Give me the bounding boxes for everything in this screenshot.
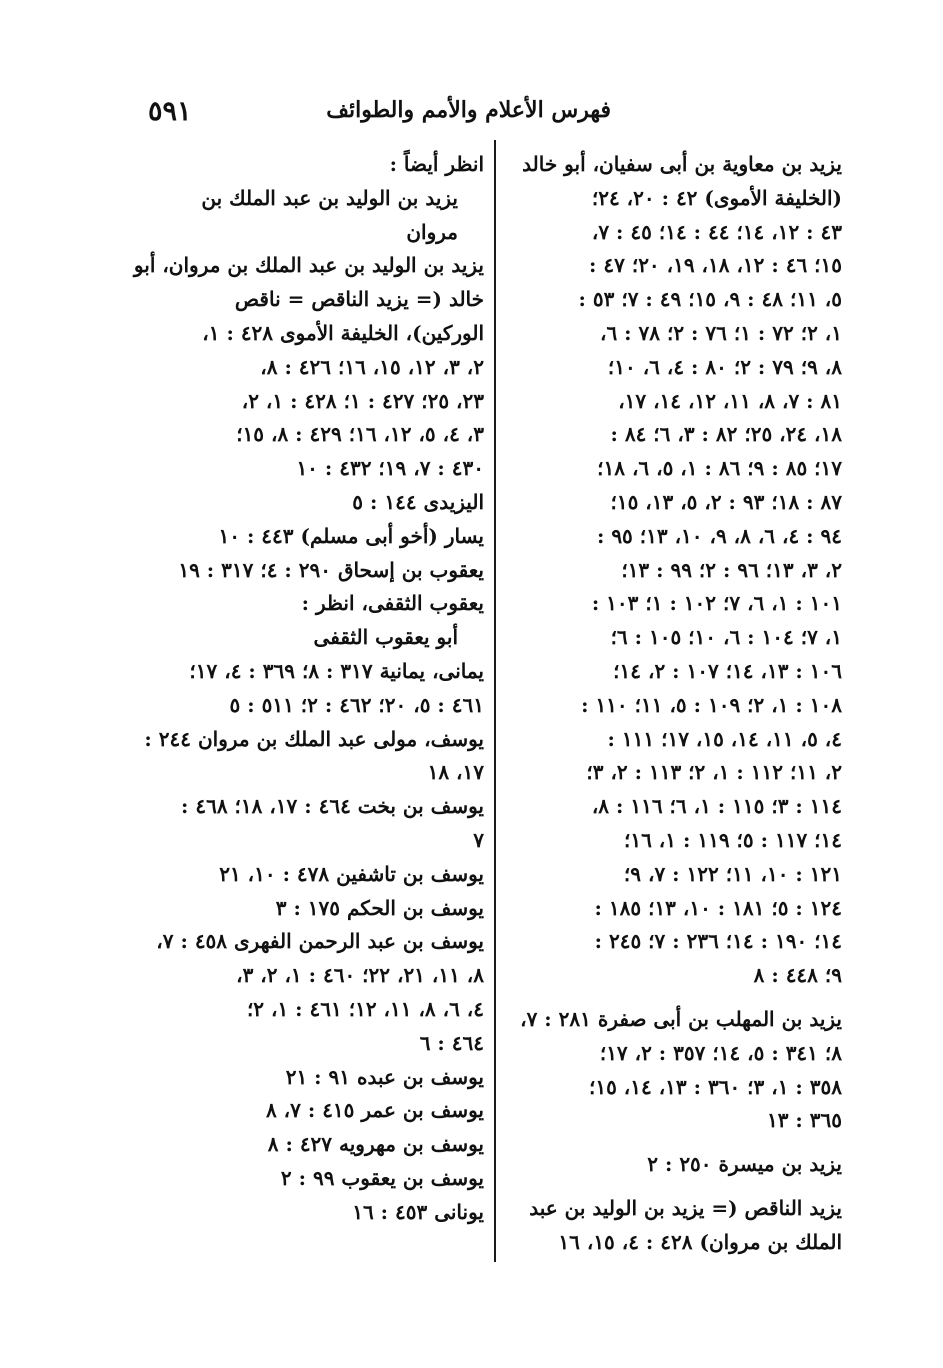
index-entry-line: انظر أيضاً :: [389, 152, 484, 176]
index-entry-line: ١٤؛ ١١٧ : ٥؛ ١١٩ : ١، ١٦؛: [624, 827, 842, 852]
index-entry: [150, 858, 484, 892]
index-entry: [150, 520, 484, 554]
index-entry-line: ١٧، ١٨: [427, 760, 484, 785]
index-entry-line: يوسف بن تاشفين ٤٧٨ : ١٠، ٢١: [219, 861, 484, 886]
index-entry: [150, 554, 484, 588]
index-entry-line: ٢، ٣، ١٣؛ ٩٦ : ٢؛ ٩٩ : ١٣؛: [621, 557, 842, 582]
index-entry-line: ٢، ٣، ١٢، ١٥، ١٦؛ ٤٢٦ : ٨،: [260, 354, 484, 379]
index-entry-line: (الخليفة الأموى) ٤٢ : ٢٠، ٢٤؛: [591, 185, 842, 210]
index-entry-line: يوسف بن عمر ٤١٥ : ٧، ٨: [265, 1098, 484, 1123]
index-column-left: [133, 148, 484, 1230]
index-entry: [150, 1196, 484, 1230]
index-entry-line: ٨١ : ٧، ٨، ١١، ١٢، ١٤، ١٧،: [618, 388, 842, 413]
index-entry-line: يسار (أخو أبى مسلم) ٤٤٣ : ١٠: [218, 523, 484, 548]
index-entry-line: ٤، ٦، ٨، ١١، ١٢؛ ٤٦١ : ١، ٢؛: [246, 996, 484, 1021]
index-entry: [150, 1162, 484, 1196]
index-entry-line: ١٢١ : ١٠، ١١؛ ١٢٢ : ٧، ٩؛: [623, 861, 842, 886]
index-entry-line: ٨، ٩؛ ٧٩ : ٢؛ ٨٠ : ٤، ٦، ١٠؛: [607, 354, 842, 379]
running-head: فهرس الأعلام والأمم والطوائف: [326, 97, 611, 123]
index-entry-line: يوسف بن عبده ٩١ : ٢١: [285, 1064, 484, 1089]
index-entry-line: يزيد بن الوليد بن عبد الملك بن مروان، أبو: [133, 253, 484, 278]
index-entry-line: ١٢٤ : ٥؛ ١٨١ : ١٠، ١٣؛ ١٨٥ :: [594, 895, 842, 920]
index-entry-line: ٤٦٤ : ٦: [419, 1030, 484, 1055]
index-entry: [144, 723, 484, 791]
index-entry-line: يوسف بن مهرويه ٤٢٧ : ٨: [267, 1132, 484, 1157]
index-entry-line: يوسف بن الحكم ١٧٥ : ٣: [275, 895, 484, 920]
index-entry-line: يعقوب الثقفى، انظر :: [301, 591, 484, 616]
index-column-right: [508, 148, 842, 1260]
index-entry-line: ٣٥٨ : ١، ٣؛ ٣٦٠ : ١٣، ١٤، ١٥؛: [589, 1074, 842, 1099]
index-entry: [150, 182, 484, 250]
index-entry-line: خالد (= يزيد الناقص = ناقص: [234, 287, 484, 312]
index-entry-line: ٥، ١١؛ ٤٨ : ٩، ١٥؛ ٤٩ : ٧؛ ٥٣ :: [578, 287, 842, 312]
index-entry: [150, 892, 484, 926]
index-entry-line: ٧: [473, 827, 484, 852]
index-entry-line: ٣، ٤، ٥، ١٢، ١٦؛ ٤٢٩ : ٨، ١٥؛: [236, 422, 484, 447]
index-entry-line: يزيد بن الوليد بن عبد الملك بن: [201, 185, 458, 210]
index-entry: [150, 1128, 484, 1162]
index-entry: [150, 925, 484, 1060]
index-entry-line: يوسف بن يعقوب ٩٩ : ٢: [280, 1165, 484, 1190]
index-entry-line: يعقوب بن إسحاق ٢٩٠ : ٤؛ ٣١٧ : ١٩: [178, 557, 484, 582]
index-entry-line: ٣٦٥ : ١٣: [766, 1108, 842, 1133]
index-entry: [508, 148, 842, 993]
index-entry-line: ٤٣ : ١٢، ١٤؛ ٤٤ : ١٤؛ ٤٥ : ٧،: [591, 219, 842, 244]
page-number: ٥٩١: [148, 96, 192, 127]
index-entry-line: ١، ٢؛ ٧٢ : ١؛ ٧٦ : ٢؛ ٧٨ : ٦،: [599, 320, 842, 345]
index-entry-line: ٢٣، ٢٥؛ ٤٢٧ : ١؛ ٤٢٨ : ١، ٢،: [241, 388, 484, 413]
index-entry-line: يزيد بن ميسرة ٢٥٠ : ٢: [647, 1152, 842, 1177]
index-entry-line: ٨؛ ٣٤١ : ٥، ١٤؛ ٣٥٧ : ٢، ١٧؛: [599, 1040, 842, 1065]
index-entry-line: ١٠٨ : ١، ٢؛ ١٠٩ : ٥، ١١؛ ١١٠ :: [581, 692, 842, 717]
index-entry: [150, 148, 484, 182]
index-entry-line: يوسف بن عبد الرحمن الفهرى ٤٥٨ : ٧،: [156, 929, 484, 954]
index-entry-line: ٩٤ : ٤، ٦، ٨، ٩، ١٠، ١٣؛ ٩٥ :: [596, 523, 842, 548]
index-entry-line: أبو يعقوب الثقفى: [313, 625, 458, 650]
index-entry-line: ٤٦١ : ٥، ٢٠؛ ٤٦٢ : ٢؛ ٥١١ : ٥: [229, 692, 484, 717]
index-entry-line: ٨، ١١، ٢١، ٢٢؛ ٤٦٠ : ١، ٢، ٣،: [236, 963, 484, 988]
index-entry-line: يزيد بن معاوية بن أبى سفيان، أبو خالد: [522, 152, 842, 176]
index-entry-line: مروان: [406, 219, 458, 244]
index-entry-line: ١٠٦ : ١٣، ١٤؛ ١٠٧ : ٢، ١٤؛: [613, 658, 842, 683]
index-entry: [150, 587, 484, 621]
index-entry: [150, 655, 484, 723]
index-entry: [150, 790, 484, 858]
index-entry-line: ٤٣٠ : ٧، ١٩؛ ٤٣٢ : ١٠: [296, 456, 484, 481]
index-entry-line: يزيد بن المهلب بن أبى صفرة ٢٨١ : ٧،: [520, 1006, 842, 1031]
index-entry-line: ١٠١ : ١، ٦، ٧؛ ١٠٢ : ١؛ ١٠٣ :: [591, 591, 842, 616]
index-entry: [150, 1094, 484, 1128]
index-entry-line: ١١٤ : ٣؛ ١١٥ : ١، ٦؛ ١١٦ : ٨،: [591, 794, 842, 819]
index-entry-line: ١٨، ٢٤، ٢٥؛ ٨٢ : ٣، ٦؛ ٨٤ :: [610, 422, 842, 447]
index-entry-line: ١٤؛ ١٩٠ : ١٤؛ ٢٣٦ : ٧؛ ٢٤٥ :: [594, 929, 842, 954]
index-entry-line: ١٧؛ ٨٥ : ٩؛ ٨٦ : ١، ٥، ٦، ١٨؛: [597, 456, 842, 481]
index-entry-line: يزيد الناقص (= يزيد بن الوليد بن عبد: [529, 1195, 842, 1220]
index-entry: [133, 249, 484, 486]
column-divider: [494, 140, 496, 1262]
index-entry-line: ١٥؛ ٤٦ : ١٢، ١٨، ١٩، ٢٠؛ ٤٧ :: [589, 253, 842, 278]
index-entry: [508, 1148, 842, 1182]
index-entry-line: ٨٧ : ١٨؛ ٩٣ : ٢، ٥، ١٣، ١٥؛: [610, 489, 842, 514]
index-entry: [508, 1192, 842, 1260]
index-entry-line: يوسف بن بخت ٤٦٤ : ١٧، ١٨؛ ٤٦٨ :: [180, 794, 484, 819]
index-entry-line: اليزيدى ١٤٤ : ٥: [352, 489, 484, 514]
index-entry-line: الوركين)، الخليفة الأموى ٤٢٨ : ١،: [202, 320, 484, 345]
index-entry: [150, 621, 484, 655]
index-entry-line: ٤، ٥، ١١، ١٤، ١٥، ١٧؛ ١١١ :: [607, 726, 842, 751]
index-entry: [508, 1003, 842, 1138]
index-entry-line: ١، ٧؛ ١٠٤ : ٦، ١٠؛ ١٠٥ : ٦؛: [610, 625, 842, 650]
index-entry-line: يونانى ٤٥٣ : ١٦: [352, 1199, 484, 1224]
index-entry-line: ٩؛ ٤٤٨ : ٨: [753, 963, 842, 988]
index-entry-line: يوسف، مولى عبد الملك بن مروان ٢٤٤ :: [144, 726, 484, 751]
index-entry: [150, 1061, 484, 1095]
index-entry-line: يمانى، يمانية ٣١٧ : ٨؛ ٣٦٩ : ٤، ١٧؛: [189, 658, 484, 683]
index-entry-line: الملك بن مروان) ٤٢٨ : ٤، ١٥، ١٦: [558, 1229, 842, 1254]
index-entry-line: ٢، ١١؛ ١١٢ : ١، ٢؛ ١١٣ : ٢، ٣؛: [586, 760, 842, 785]
index-entry: [150, 486, 484, 520]
